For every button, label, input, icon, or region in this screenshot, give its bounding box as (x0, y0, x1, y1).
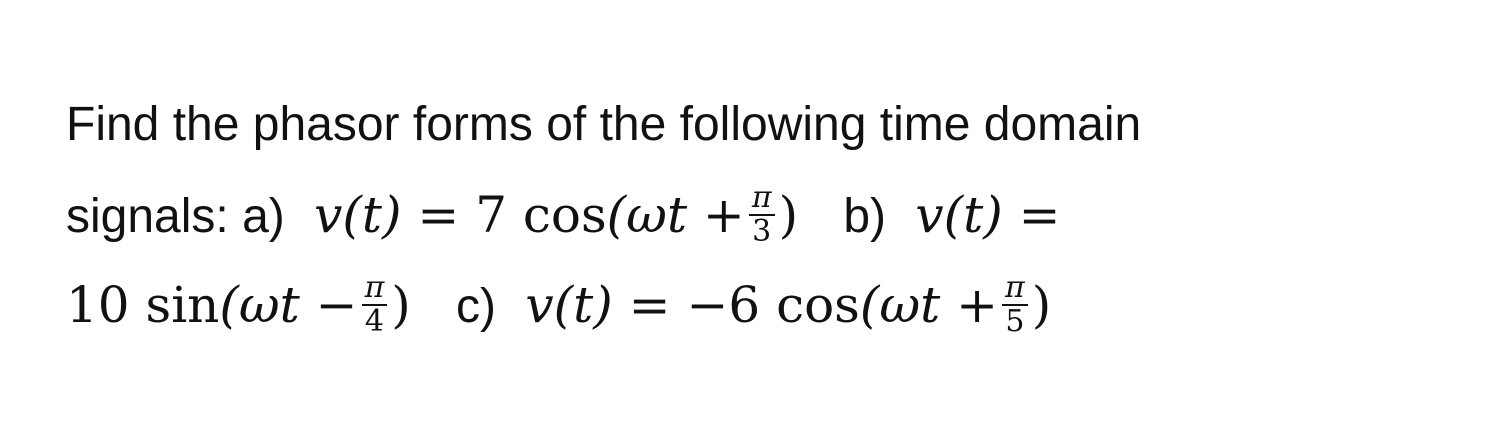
part-a-fraction (749, 180, 775, 249)
part-c-coefficient: −6 (686, 276, 761, 334)
part-b-fraction (362, 270, 388, 339)
part-a-fraction-numerator: π (749, 183, 775, 216)
part-a-equation (314, 180, 814, 249)
part-a-close-paren: ) (778, 186, 799, 244)
part-a-label: a) (242, 190, 285, 243)
part-a-function: cos (522, 186, 607, 244)
part-c-label: c) (456, 280, 497, 333)
part-b-close-paren: ) (391, 276, 411, 334)
part-c-fraction-denominator: 5 (1005, 304, 1025, 339)
part-b-fraction-denominator: 4 (364, 304, 384, 339)
part-c-argument: (ωt + (859, 276, 998, 334)
part-b-equation-rhs (66, 270, 427, 339)
text-line-1 (66, 80, 1446, 170)
part-a-argument: (ωt + (606, 186, 745, 244)
part-c-equation (525, 270, 1052, 339)
problem-statement (66, 80, 1446, 350)
part-a-coefficient: 7 (475, 186, 507, 244)
text-line-2 (66, 170, 1446, 260)
part-b-label: b) (843, 190, 887, 243)
part-b-function: sin (145, 276, 220, 334)
part-c-lhs: v(t) = (525, 276, 671, 334)
part-a-fraction-denominator: 3 (752, 214, 772, 249)
text-line-3 (66, 260, 1446, 350)
part-b-lhs: v(t) = (915, 186, 1061, 244)
part-b-argument: (ωt − (219, 276, 358, 334)
part-a-lhs: v(t) = (314, 186, 460, 244)
part-c-close-paren: ) (1031, 276, 1052, 334)
part-b-coefficient: 10 (66, 276, 130, 334)
intro-text-continued: signals: (66, 190, 229, 243)
part-c-function: cos (776, 276, 860, 334)
part-b-fraction-numerator: π (362, 273, 388, 306)
intro-text: Find the phasor forms of the following time domain (66, 98, 1142, 151)
part-c-fraction-numerator: π (1002, 273, 1028, 306)
part-c-fraction (1002, 270, 1028, 339)
